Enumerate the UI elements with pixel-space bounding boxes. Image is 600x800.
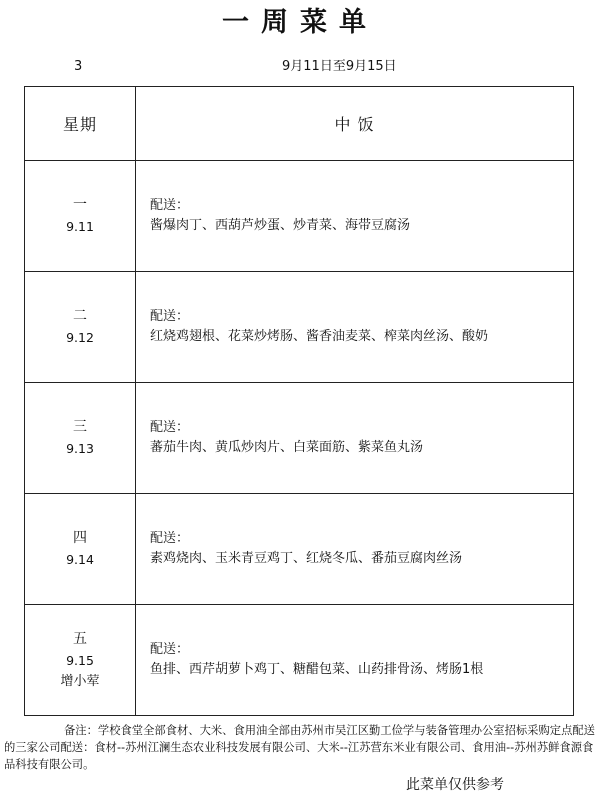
table-row <box>25 494 574 605</box>
day-cell <box>25 383 136 494</box>
page-title: 一周菜单 <box>222 7 378 38</box>
week-number: 3 <box>74 59 83 74</box>
day-cell <box>25 605 136 716</box>
date-range: 9月11日至9月15日 <box>282 59 397 74</box>
meal-cell <box>136 605 574 716</box>
day-name: 四 <box>73 530 87 546</box>
table-row <box>25 383 574 494</box>
header-day: 星期 <box>25 87 136 161</box>
day-name: 一 <box>73 197 87 213</box>
menu-table <box>24 86 574 716</box>
disclaimer: 此菜单仅供参考 <box>406 777 504 793</box>
day-name: 二 <box>73 308 87 324</box>
header-meal: 中 饭 <box>136 87 574 161</box>
meal-cell <box>136 272 574 383</box>
day-name: 五 <box>73 630 87 647</box>
meal-label: 配送： <box>150 420 190 435</box>
table-row <box>25 161 574 272</box>
day-note: 增小荤 <box>60 673 100 689</box>
day-cell <box>25 272 136 383</box>
table-row <box>25 272 574 383</box>
meal-items: 蕃茄牛肉、黄瓜炒肉片、白菜面筋、紫菜鱼丸汤 <box>150 440 424 455</box>
day-date: 9.14 <box>66 552 94 567</box>
meal-label: 配送： <box>150 198 190 213</box>
meal-cell <box>136 383 574 494</box>
meal-label: 配送： <box>150 642 190 657</box>
footnote: 备注：学校食堂全部食材、大米、食用油全部由苏州市吴江区勤工俭学与装备管理办公室招标采购定点配送的三家公司配送：食材--苏州江澜生态农业科技发展有限公司、大米--江苏营东米业有限公司、食用油--苏州苏鲜食源食品科技有限公司。 <box>4 724 595 771</box>
meal-items: 酱爆肉丁、西葫芦炒蛋、炒青菜、海带豆腐汤 <box>150 218 411 233</box>
meal-cell <box>136 494 574 605</box>
table-header-row <box>25 87 574 161</box>
day-cell <box>25 161 136 272</box>
meal-label: 配送： <box>150 309 190 324</box>
day-cell <box>25 494 136 605</box>
day-date: 9.13 <box>66 441 94 456</box>
meal-items: 鱼排、西芹胡萝卜鸡丁、糖醋包菜、山药排骨汤、烤肠1根 <box>150 662 484 677</box>
table-row <box>25 605 574 716</box>
meal-cell <box>136 161 574 272</box>
day-date: 9.11 <box>66 219 94 234</box>
day-name: 三 <box>73 419 87 435</box>
meal-items: 素鸡烧肉、玉米青豆鸡丁、红烧冬瓜、番茄豆腐肉丝汤 <box>150 551 463 566</box>
meal-label: 配送： <box>150 531 190 546</box>
day-date: 9.15 <box>66 652 94 668</box>
meal-items: 红烧鸡翅根、花菜炒烤肠、酱香油麦菜、榨菜肉丝汤、酸奶 <box>150 329 489 344</box>
day-date: 9.12 <box>66 330 94 345</box>
